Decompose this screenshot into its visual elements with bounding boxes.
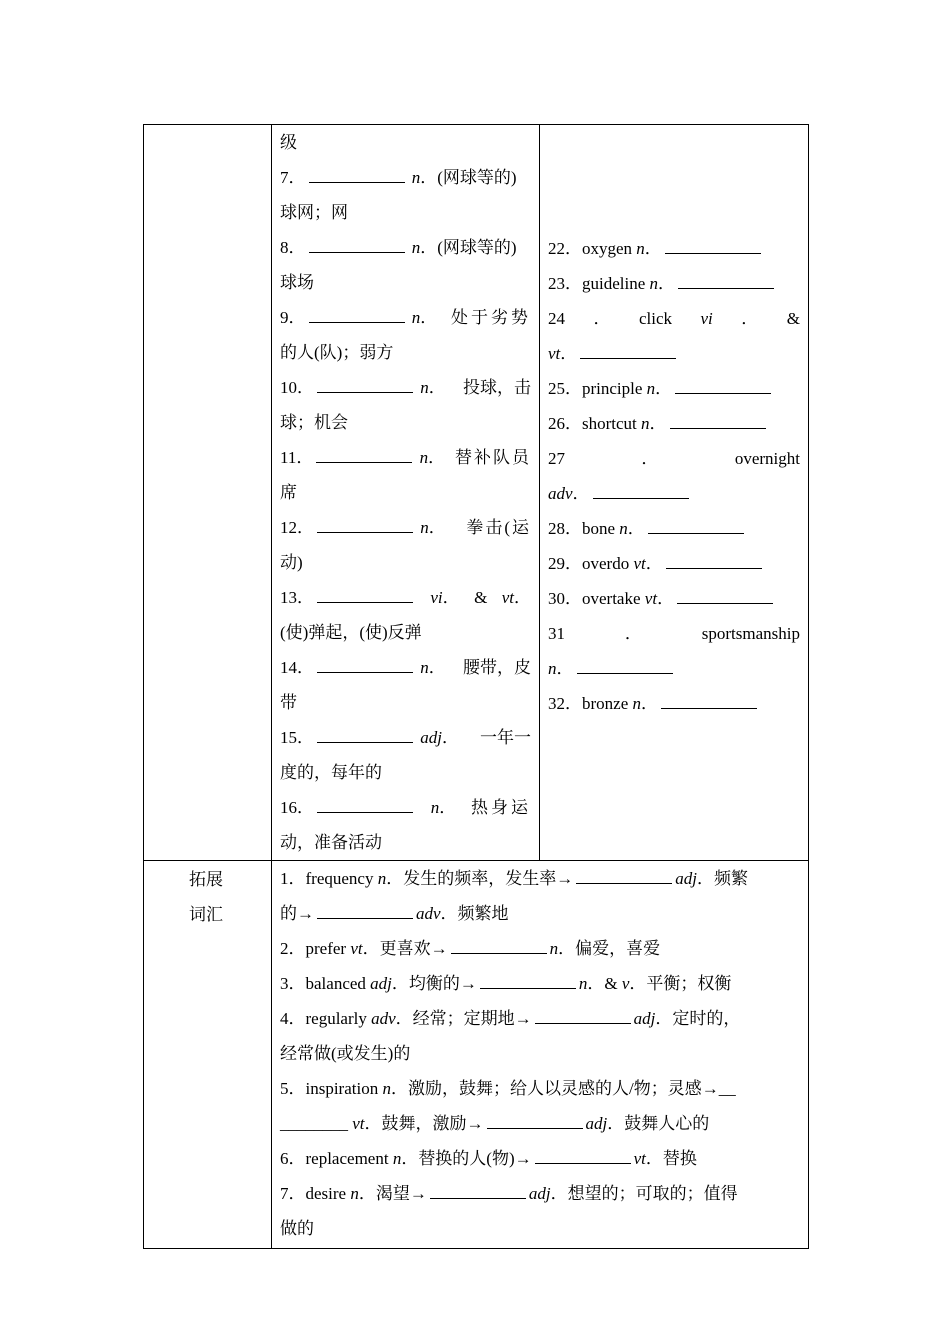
answer-blank[interactable] (309, 168, 405, 183)
list-item: 12． n． 拳击(运 (280, 518, 531, 537)
list-item: 4．regularly adv．经常；定期地→ adj．定时的， (280, 1009, 741, 1028)
answer-blank[interactable] (678, 274, 774, 289)
list-item: 23．guideline n． (548, 266, 800, 301)
answer-blank[interactable] (317, 378, 413, 393)
list-item: 6．replacement n．替换的人(物)→ vt．替换 (280, 1149, 697, 1168)
answer-blank[interactable] (535, 1149, 631, 1164)
list-item-cont: ________ vt．鼓舞，激励→ adj．鼓舞人心的 (280, 1114, 710, 1133)
list-item-cont: n． (548, 651, 800, 686)
list-item: 7． n．(网球等的) (280, 168, 517, 187)
vocabulary-table (143, 124, 809, 1249)
list-item-cont: 球网；网 (280, 203, 348, 222)
list-item-cont: 动) (280, 553, 303, 572)
list-item-cont: adv． (548, 476, 800, 511)
section-label-cell (144, 861, 272, 1249)
answer-blank[interactable] (580, 344, 676, 359)
table-row (144, 861, 809, 1249)
list-item-cont: 带 (280, 693, 297, 712)
answer-blank[interactable] (317, 588, 413, 603)
answer-blank[interactable] (317, 658, 413, 673)
list-item: 2．prefer vt．更喜欢→ n．偏爱，喜爱 (280, 939, 661, 958)
answer-blank[interactable] (661, 694, 757, 709)
list-item-cont: 度的，每年的 (280, 763, 382, 782)
list-item: 30．overtake vt． (548, 581, 800, 616)
answer-blank[interactable] (666, 554, 762, 569)
answer-blank[interactable] (451, 939, 547, 954)
list-item: 22．oxygen n． (548, 231, 800, 266)
answer-blank[interactable] (317, 728, 413, 743)
list-item: 32．bronze n． (548, 686, 800, 721)
expand-list-cell (272, 861, 809, 1249)
answer-blank[interactable] (480, 974, 576, 989)
answer-blank[interactable] (535, 1009, 631, 1024)
section-label-line2: 词汇 (189, 905, 223, 924)
answer-blank[interactable] (487, 1114, 583, 1129)
table-row (144, 125, 809, 861)
list-item-cont: 球；机会 (280, 413, 348, 432)
answer-blank[interactable] (675, 379, 771, 394)
list-item: 24 ． click vi ． & (548, 309, 800, 328)
list-item: 15． adj． 一年一 (280, 728, 531, 747)
list-item: 26．shortcut n． (548, 406, 800, 441)
answer-blank[interactable] (430, 1184, 526, 1199)
empty-label-cell (144, 125, 272, 861)
list-item: 16． n． 热身运 (280, 798, 531, 817)
answer-blank[interactable] (576, 869, 672, 884)
right-word-list-cell (540, 125, 809, 861)
list-item: 27 ． overnight (548, 449, 800, 468)
list-item-cont: (使)弹起，(使)反弹 (280, 623, 422, 642)
list-item: 3．balanced adj．均衡的→ n．& v．平衡；权衡 (280, 974, 732, 993)
fragment-line: 级 (280, 133, 297, 152)
answer-blank[interactable] (677, 589, 773, 604)
list-item: 10． n． 投球，击 (280, 378, 531, 397)
answer-blank[interactable] (593, 484, 689, 499)
list-item: 1．frequency n．发生的频率，发生率→ adj．频繁 (280, 869, 748, 888)
list-item: 5．inspiration n．激励，鼓舞；给人以灵感的人/物；灵感→__ (280, 1079, 736, 1098)
list-item: 11． n． 替补队员 (280, 448, 531, 467)
list-item: 8． n．(网球等的) (280, 238, 517, 257)
list-item: 29．overdo vt． (548, 546, 800, 581)
answer-blank[interactable] (309, 308, 405, 323)
answer-blank[interactable] (670, 414, 766, 429)
list-item: 7．desire n．渴望→ adj．想望的；可取的；值得 (280, 1184, 738, 1203)
list-item: 25．principle n． (548, 371, 800, 406)
answer-blank[interactable] (317, 798, 413, 813)
list-item-cont: 经常做(或发生)的 (280, 1044, 411, 1063)
answer-blank[interactable] (309, 238, 405, 253)
answer-blank[interactable] (577, 659, 673, 674)
list-item-cont: 做的 (280, 1219, 314, 1238)
answer-blank[interactable] (648, 519, 744, 534)
list-item-cont: 席 (280, 483, 297, 502)
list-item-cont: 动，准备活动 (280, 833, 382, 852)
answer-blank[interactable] (317, 904, 413, 919)
section-label-line1: 拓展 (189, 870, 223, 889)
list-item-cont: 的→ adv．频繁地 (280, 904, 509, 923)
list-item-cont: 的人(队)；弱方 (280, 343, 394, 362)
list-item: 13． vi． & vt． (280, 588, 531, 607)
left-word-list-cell (272, 125, 540, 861)
answer-blank[interactable] (317, 518, 413, 533)
list-item: 9． n． 处于劣势 (280, 308, 531, 327)
answer-blank[interactable] (665, 239, 761, 254)
list-item: 14． n． 腰带，皮 (280, 658, 531, 677)
list-item-cont: vt． (548, 336, 800, 371)
answer-blank[interactable] (316, 448, 412, 463)
list-item-cont: 球场 (280, 273, 314, 292)
list-item: 28．bone n． (548, 511, 800, 546)
list-item: 31 ． sportsmanship (548, 624, 800, 643)
